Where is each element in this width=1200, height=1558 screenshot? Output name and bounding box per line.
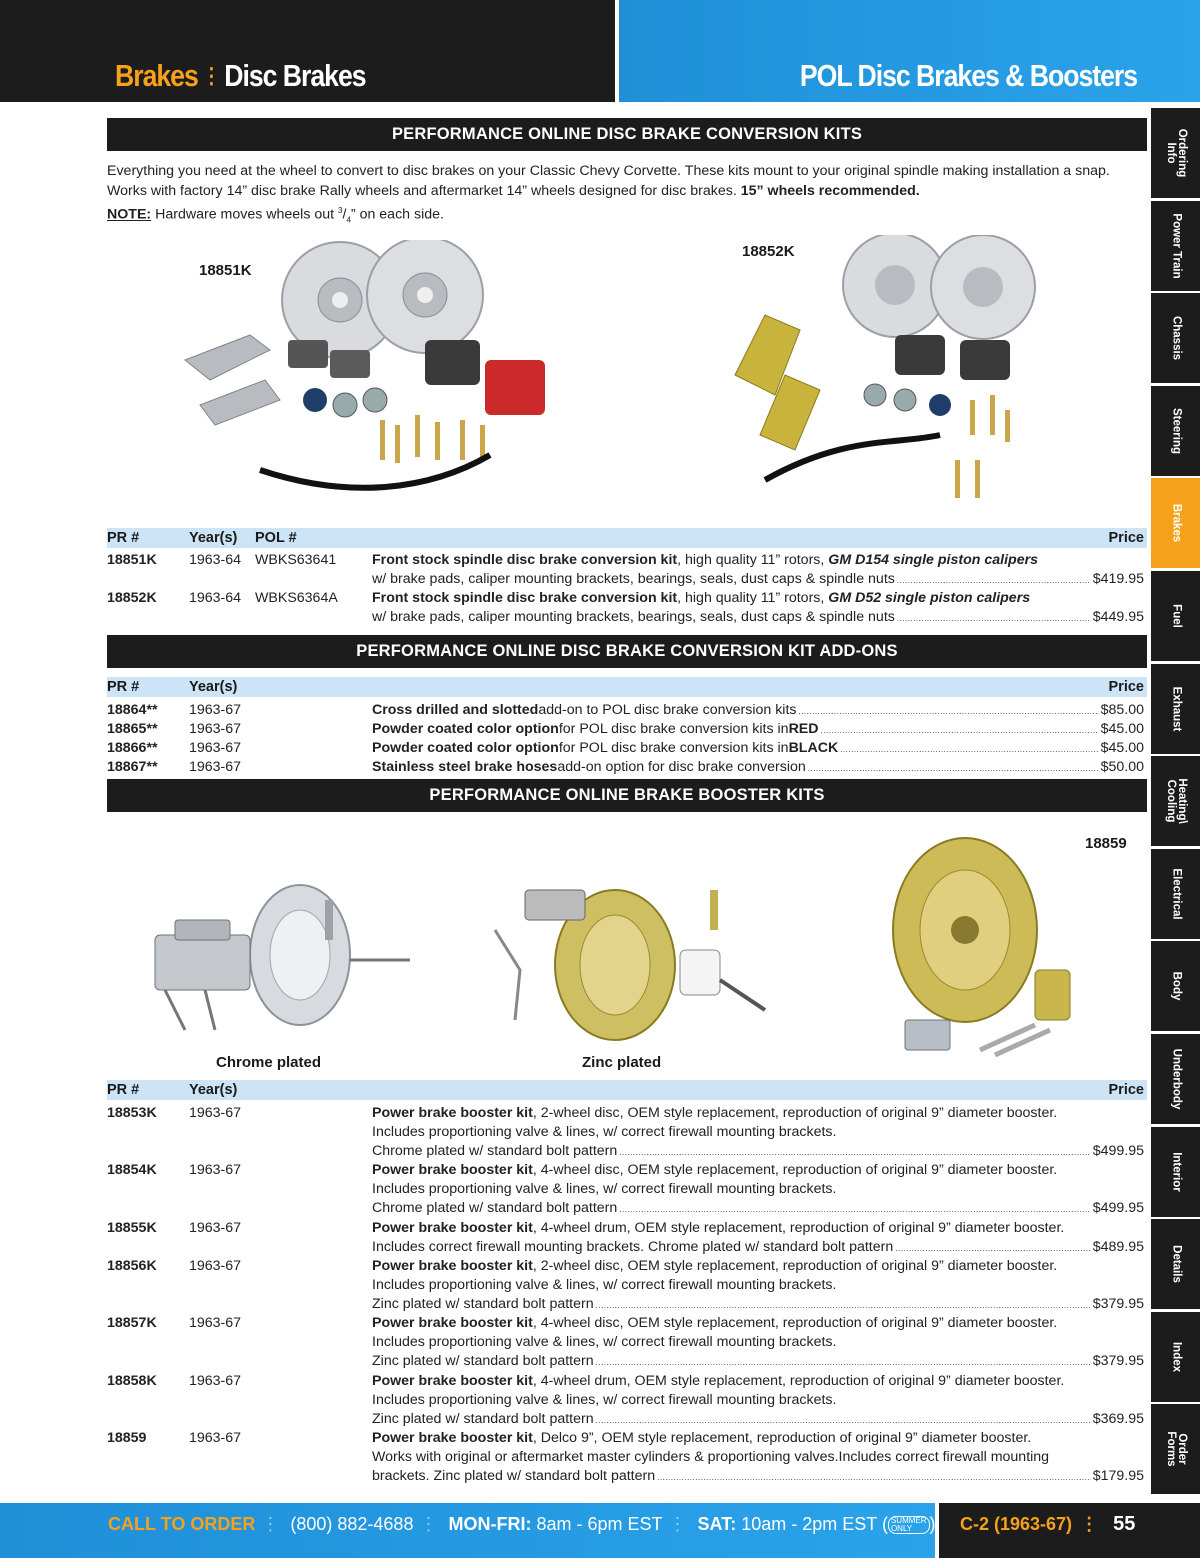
leader-dots [897, 570, 1091, 590]
description-line-2: Includes proportioning valve & lines, w/ correct firewall mounting brackets. [372, 1277, 837, 1294]
description-line-1 [372, 1314, 1144, 1333]
image-label-18852k: 18852K [742, 243, 795, 260]
description [372, 1257, 1144, 1316]
description-text: for POL disc brake conversion kits in [558, 740, 789, 756]
description-finish: Chrome plated w/ standard bolt pattern [372, 1143, 618, 1160]
tab-12[interactable] [1151, 1219, 1200, 1309]
caliper-black [425, 340, 480, 385]
image-label-zinc: Zinc plated [582, 1054, 662, 1071]
leader-dots [596, 1410, 1091, 1430]
years: 1963-67 [189, 1258, 242, 1274]
leader-dots [897, 608, 1091, 628]
bearings [303, 388, 387, 417]
description-line-1 [372, 1161, 1144, 1180]
description [372, 1429, 1144, 1488]
brake-hose [260, 455, 490, 488]
description-caliper: GM D154 single piston calipers [828, 552, 1039, 568]
note-line: NOTE: Hardware moves wheels out $^3/_4$” on each side. [107, 206, 444, 225]
description-text: , 4-wheel disc, OEM style replacement, reproduction of original 9” diameter booster. [532, 1315, 1058, 1331]
chrome-booster-image [135, 880, 415, 1040]
part-number: 18865** [107, 721, 158, 737]
description-bold: Powder coated color option [372, 740, 559, 756]
leader-dots [808, 758, 1099, 778]
years: 1963-67 [189, 740, 242, 756]
tab-11[interactable] [1151, 1127, 1200, 1217]
tab-label: Ordering Info [1164, 128, 1188, 178]
subcategory-label: Disc Brakes [224, 58, 366, 93]
description-bold: Stainless steel brake hoses [372, 759, 558, 775]
category-label: Brakes [115, 58, 198, 93]
description [372, 739, 1144, 759]
price: $85.00 [1100, 702, 1144, 718]
part-number: 18855K [107, 1220, 157, 1236]
hardware-bolts [380, 415, 485, 463]
part-number: 18866** [107, 740, 158, 756]
years: 1963-67 [189, 1105, 242, 1121]
tab-4[interactable] [1151, 478, 1200, 568]
disc-brake-kit-18851k-image [170, 240, 560, 510]
description-finish: Chrome plated w/ standard bolt pattern [372, 1200, 618, 1217]
description-line-2: Works with original or aftermarket master cylinders & proportioning valves.Includes correct firewall mounting [372, 1449, 1050, 1466]
description-text: w/ brake pads, caliper mounting brackets, bearings, seals, dust caps & spindle nuts [372, 571, 895, 588]
table-row [107, 701, 1147, 720]
description-line-1 [372, 1219, 1144, 1238]
tab-0[interactable] [1151, 108, 1200, 198]
price: $45.00 [1100, 721, 1144, 737]
description [372, 758, 1144, 778]
section-bar-boosters: PERFORMANCE ONLINE BRAKE BOOSTER KITS [107, 779, 1147, 812]
leader-dots [619, 1142, 1090, 1162]
col-price: Price [1108, 679, 1144, 695]
price: $45.00 [1100, 740, 1144, 756]
image-label-18851k: 18851K [199, 262, 252, 279]
leader-dots [619, 1199, 1090, 1219]
years: 1963-64 [189, 552, 242, 568]
saturday-label: SAT: [697, 1514, 737, 1534]
description-mid: , high quality 11” rotors, [677, 590, 829, 606]
description-text: , 4-wheel drum, OEM style replacement, reproduction of original 9” diameter booster. [532, 1220, 1065, 1236]
booster-18859-image [885, 830, 1110, 1065]
description-finish: Zinc plated w/ standard bolt pattern [372, 1353, 594, 1370]
years: 1963-67 [189, 1220, 242, 1236]
description-line-1 [372, 1104, 1144, 1123]
color-option: RED [788, 721, 819, 737]
hardware-bolts [955, 395, 1010, 498]
description-bold: Powder coated color option [372, 721, 559, 737]
tab-label: Body [1170, 971, 1182, 1001]
part-number: 18858K [107, 1373, 157, 1389]
caliper [895, 335, 945, 375]
description-text: add-on to POL disc brake conversion kits [538, 702, 797, 718]
years: 1963-67 [189, 1373, 242, 1389]
tab-14[interactable] [1151, 1404, 1200, 1494]
section-tabs [1151, 108, 1200, 1497]
weekday-label: MON-FRI: [448, 1514, 532, 1534]
years: 1963-67 [189, 702, 242, 718]
tab-label: Exhaust [1170, 686, 1182, 731]
price: $499.95 [1092, 1143, 1144, 1160]
section-bar-kits: PERFORMANCE ONLINE DISC BRAKE CONVERSION KITS [107, 118, 1147, 151]
caliper-red [485, 360, 545, 415]
footer-page-info: C-2 (1963-67) ⋮ 55 [960, 1513, 1136, 1535]
intro-bold: 15” wheels recommended. [740, 182, 920, 199]
description-line-2: Includes proportioning valve & lines, w/ correct firewall mounting brackets. [372, 1334, 837, 1351]
tab-7[interactable] [1151, 756, 1200, 846]
years: 1963-67 [189, 759, 242, 775]
part-number: 18867** [107, 759, 158, 775]
brake-pad [330, 350, 370, 378]
description [372, 1104, 1144, 1163]
description-bold: Power brake booster kit [372, 1430, 533, 1446]
col-price: Price [1108, 1082, 1144, 1098]
tab-label: Electrical [1170, 868, 1182, 920]
description-line-2: Includes proportioning valve & lines, w/ correct firewall mounting brackets. [372, 1124, 837, 1141]
description-bold: Power brake booster kit [372, 1162, 533, 1178]
part-number: 18859 [107, 1430, 147, 1446]
disc-brake-kit-18852k-image [725, 235, 1045, 510]
description-line-3 [372, 1410, 1144, 1430]
title-separator: ⋮ [202, 63, 220, 88]
note-fraction-num: 3 [338, 206, 343, 215]
leader-dots [840, 739, 1098, 759]
description [372, 551, 1144, 590]
page-section-title: POL Disc Brakes & Boosters [799, 58, 1137, 93]
description-bold: Front stock spindle disc brake conversion kit [372, 552, 678, 568]
description-line-1 [372, 1372, 1144, 1391]
leader-dots [657, 1467, 1091, 1487]
description-line-2 [372, 608, 1144, 628]
col-pol: POL # [255, 530, 297, 546]
price: $379.95 [1092, 1296, 1144, 1313]
part-number: 18851K [107, 552, 157, 568]
tab-9[interactable] [1151, 941, 1200, 1031]
description-finish: Includes correct firewall mounting brackets. Chrome plated w/ standard bolt pattern [372, 1239, 894, 1256]
description-line-1 [372, 551, 1144, 570]
page-number: 55 [1113, 1513, 1136, 1535]
part-number: 18864** [107, 702, 158, 718]
part-number: 18854K [107, 1162, 157, 1178]
tab-8[interactable] [1151, 849, 1200, 939]
tab-5[interactable] [1151, 571, 1200, 661]
weekday-hours: 8am - 6pm EST [536, 1514, 663, 1534]
leader-dots [596, 1295, 1091, 1315]
call-to-order-label: CALL TO ORDER [108, 1514, 256, 1534]
description-caliper: GM D52 single piston calipers [828, 590, 1031, 606]
description [372, 1161, 1144, 1220]
description-text: for POL disc brake conversion kits in [558, 721, 789, 737]
tab-3[interactable] [1151, 386, 1200, 476]
part-number: 18856K [107, 1258, 157, 1274]
description-line-2: Includes proportioning valve & lines, w/ correct firewall mounting brackets. [372, 1181, 837, 1198]
description-text: , 2-wheel disc, OEM style replacement, reproduction of original 9” diameter booster. [532, 1258, 1058, 1274]
addons-table-header [107, 677, 1147, 697]
image-label-18859: 18859 [1085, 835, 1127, 852]
years: 1963-67 [189, 1162, 242, 1178]
pol-number: WBKS63641 [255, 552, 337, 568]
tab-label: Index [1170, 1341, 1182, 1372]
years: 1963-64 [189, 590, 242, 606]
rotor-right [931, 235, 1035, 339]
tab-2[interactable] [1151, 293, 1200, 383]
description [372, 701, 1144, 721]
description-finish: Zinc plated w/ standard bolt pattern [372, 1296, 594, 1313]
description-finish: brackets. Zinc plated w/ standard bolt pattern [372, 1468, 656, 1485]
pol-number: WBKS6364A [255, 590, 338, 606]
price: $489.95 [1092, 1239, 1144, 1256]
description-line-3 [372, 1467, 1144, 1487]
description-bold: Power brake booster kit [372, 1105, 533, 1121]
tab-6[interactable] [1151, 664, 1200, 754]
caliper-bracket [200, 380, 280, 425]
description-bold: Power brake booster kit [372, 1315, 533, 1331]
tab-label: Heating\ Cooling [1164, 778, 1188, 824]
tab-label: Chassis [1170, 316, 1182, 361]
page-category-title [115, 58, 366, 94]
description-bold: Power brake booster kit [372, 1373, 533, 1389]
table-row [107, 720, 1147, 739]
zinc-booster-image [485, 880, 775, 1050]
tab-label: Details [1170, 1245, 1182, 1283]
description-line-1 [372, 1257, 1144, 1276]
description-line-1 [372, 1429, 1144, 1448]
description-text: w/ brake pads, caliper mounting brackets, bearings, seals, dust caps & spindle nuts [372, 609, 895, 626]
intro-line-1: Everything you need at the wheel to convert to disc brakes on your Classic Chevy Corvette. These kits mount to your original spindle making installation a snap. [107, 163, 1110, 179]
table-row [107, 589, 1147, 629]
footer-contact: CALL TO ORDER ⋮ (800) 882-4688 ⋮ MON-FRI: 8am - 6pm EST ⋮ SAT: 10am - 2pm EST ( SUMMER ONLY ) [108, 1514, 936, 1534]
table-row [107, 551, 1147, 591]
part-number: 18853K [107, 1105, 157, 1121]
years: 1963-67 [189, 721, 242, 737]
image-label-chrome: Chrome plated [216, 1054, 322, 1071]
part-number: 18857K [107, 1315, 157, 1331]
phone-number[interactable]: (800) 882-4688 [290, 1514, 414, 1534]
price: $449.95 [1092, 609, 1144, 626]
col-year: Year(s) [189, 530, 238, 546]
note-text-a: Hardware moves wheels out [155, 206, 335, 223]
tab-label: Power Train [1170, 213, 1182, 279]
description-line-3 [372, 1238, 1144, 1258]
price: $499.95 [1092, 1200, 1144, 1217]
description-finish: Zinc plated w/ standard bolt pattern [372, 1411, 594, 1428]
intro-paragraph [107, 162, 1152, 201]
table-row [107, 739, 1147, 758]
description-bold: Cross drilled and slotted [372, 702, 539, 718]
col-pr: PR # [107, 530, 140, 546]
tab-label: Order Forms [1164, 1431, 1188, 1467]
tab-label: Interior [1170, 1151, 1182, 1192]
description-line-3 [372, 1295, 1144, 1315]
boosters-table-header [107, 1080, 1147, 1100]
description [372, 589, 1144, 628]
brake-pad [288, 340, 328, 368]
rotor-right [367, 240, 483, 353]
part-number: 18852K [107, 590, 157, 606]
intro-line-2: Works with factory 14” disc brake Rally wheels and aftermarket 14” wheels designed for disc brakes. [107, 182, 737, 199]
description [372, 1314, 1144, 1373]
bearings [864, 384, 951, 416]
description-text: , 2-wheel disc, OEM style replacement, reproduction of original 9” diameter booster. [532, 1105, 1058, 1121]
description-line-1 [372, 589, 1144, 608]
section-code: C-2 (1963-67) [960, 1514, 1073, 1534]
description-text: , Delco 9”, OEM style replacement, reproduction of original 9” diameter booster. [532, 1430, 1032, 1446]
description-line-3 [372, 1142, 1144, 1162]
col-year: Year(s) [189, 1082, 238, 1098]
description [372, 720, 1144, 740]
price: $50.00 [1100, 759, 1144, 775]
tab-1[interactable] [1151, 201, 1200, 291]
tab-label: Brakes [1170, 504, 1182, 543]
summer-only-badge: SUMMER ONLY [888, 1516, 930, 1534]
leader-dots [596, 1352, 1091, 1372]
saturday-hours: 10am - 2pm EST [741, 1514, 877, 1534]
col-pr: PR # [107, 679, 140, 695]
price: $179.95 [1092, 1468, 1144, 1485]
kits-table-header [107, 528, 1147, 548]
description-line-2 [372, 570, 1144, 590]
description-text: , 4-wheel disc, OEM style replacement, reproduction of original 9” diameter booster. [532, 1162, 1058, 1178]
tab-label: Underbody [1170, 1048, 1182, 1110]
col-year: Year(s) [189, 679, 238, 695]
leader-dots [798, 701, 1098, 721]
years: 1963-67 [189, 1430, 242, 1446]
years: 1963-67 [189, 1315, 242, 1331]
note-fraction-den: 4 [346, 215, 351, 225]
note-text-b: ” on each side. [350, 206, 444, 223]
description-line-2: Includes proportioning valve & lines, w/ correct firewall mounting brackets. [372, 1392, 837, 1409]
description-line-3 [372, 1199, 1144, 1219]
tab-10[interactable] [1151, 1034, 1200, 1124]
description [372, 1372, 1144, 1431]
col-pr: PR # [107, 1082, 140, 1098]
price: $419.95 [1092, 571, 1144, 588]
table-row [107, 758, 1147, 777]
description-text: , 4-wheel drum, OEM style replacement, reproduction of original 9” diameter booster. [532, 1373, 1065, 1389]
tab-label: Steering [1170, 407, 1182, 454]
color-option: BLACK [788, 740, 839, 756]
col-price: Price [1108, 530, 1144, 546]
price: $379.95 [1092, 1353, 1144, 1370]
description-bold: Power brake booster kit [372, 1258, 533, 1274]
description-bold: Power brake booster kit [372, 1220, 533, 1236]
description-line-3 [372, 1352, 1144, 1372]
note-label: NOTE: [107, 206, 152, 223]
tab-13[interactable] [1151, 1312, 1200, 1402]
caliper-bracket [185, 335, 270, 380]
description-mid: , high quality 11” rotors, [677, 552, 829, 568]
caliper [960, 340, 1010, 380]
description-bold: Front stock spindle disc brake conversion kit [372, 590, 678, 606]
tab-label: Fuel [1170, 604, 1182, 628]
leader-dots [821, 720, 1099, 740]
description-text: add-on option for disc brake conversion [557, 759, 806, 775]
price: $369.95 [1092, 1411, 1144, 1428]
section-bar-addons: PERFORMANCE ONLINE DISC BRAKE CONVERSION KIT ADD-ONS [107, 635, 1147, 668]
leader-dots [895, 1238, 1090, 1258]
description [372, 1219, 1144, 1258]
